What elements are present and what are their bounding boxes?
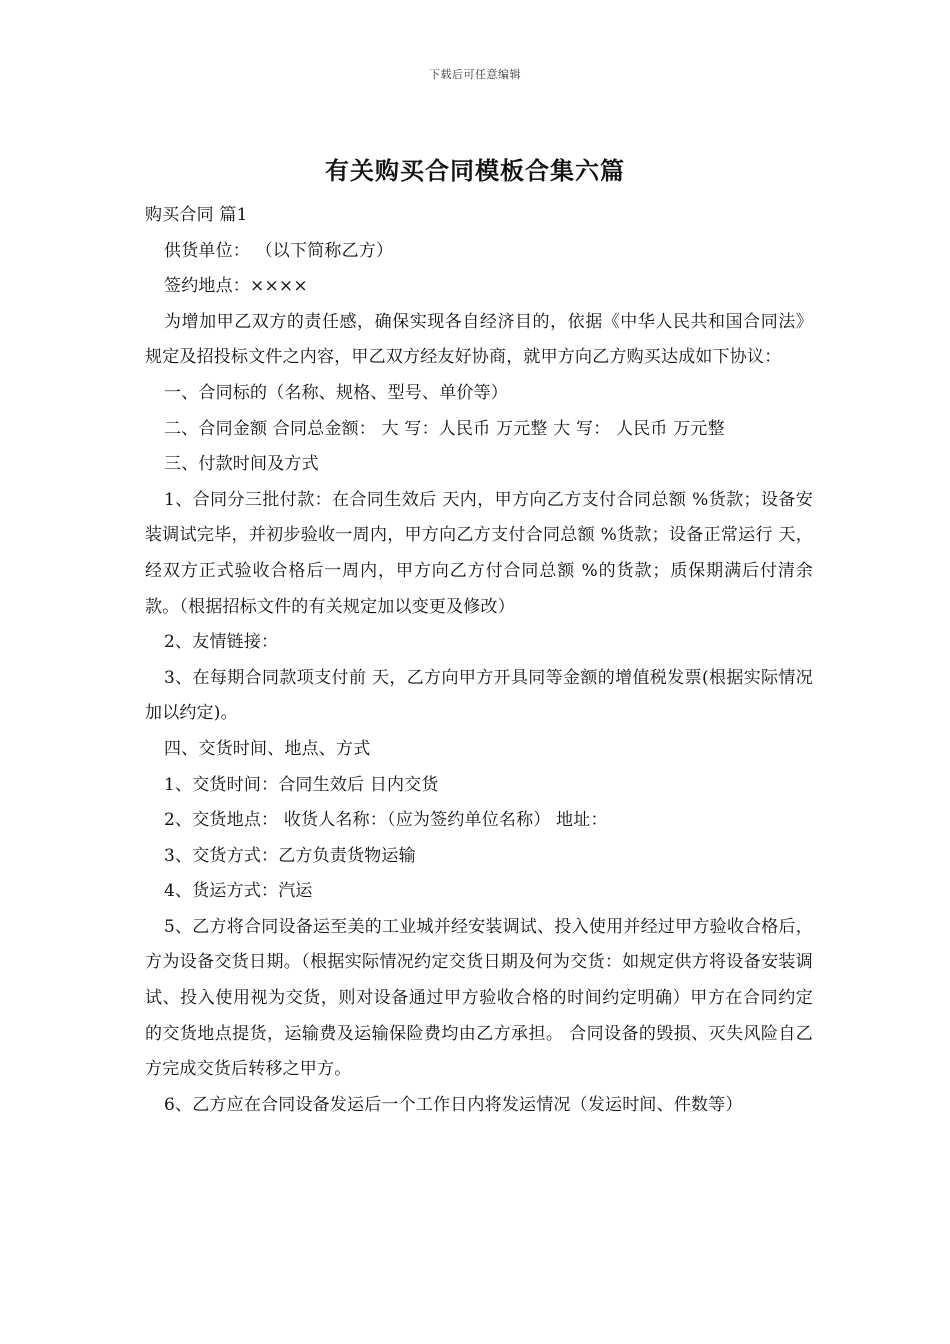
paragraph: 5、乙方将合同设备运至美的工业城并经安装调试、投入使用并经过甲方验收合格后，方为设备交货日期。（根据实际情况约定交货日期及何为交货：如规定供方将设备安装调试、投入使用视为交货，则对设备通过甲方验收合格的时间约定明确）甲方在合同约定的交货地点提货，运输费及运输保险费均由乙方承担。 合同设备的毁损、灭失风险自乙方完成交货后转移之甲方。 — [145, 916, 813, 1080]
document-body — [145, 198, 813, 1123]
paragraph: 2、交货地点： 收货人名称：（应为签约单位名称） 地址： — [164, 810, 608, 831]
paragraph: 购买合同 篇1 — [145, 205, 248, 225]
paragraph: 供货单位： （以下简称乙方） — [164, 240, 394, 261]
paragraph: 四、交货时间、地点、方式 — [164, 738, 371, 759]
paragraph: 1、交货时间：合同生效后 日内交货 — [164, 774, 439, 795]
paragraph: 1、合同分三批付款：在合同生效后 天内，甲方向乙方支付合同总额 %货款；设备安装调试完毕，并初步验收一周内，甲方向乙方支付合同总额 %货款；设备正常运行 天，经双方正式验收合格后一周内，甲方向乙方付合同总额 %的货款；质保期满后付清余款。（根据招标文件的有关规定加以变更及修改） — [145, 489, 813, 617]
paragraph: 3、在每期合同款项支付前 天，乙方向甲方开具同等金额的增值税发票(根据实际情况加以约定)。 — [145, 667, 813, 724]
paragraph: 三、付款时间及方式 — [164, 454, 319, 475]
paragraph: 2、友情链接： — [164, 632, 279, 653]
paragraph: 一、合同标的（名称、规格、型号、单价等） — [164, 382, 508, 403]
document-title: 有关购买合同模板合集六篇 — [325, 157, 625, 185]
header-note: 下载后可任意编辑 — [429, 68, 521, 81]
paragraph: 为增加甲乙双方的责任感，确保实现各自经济目的，依据《中华人民共和国合同法》规定及招投标文件之内容，甲乙双方经友好协商，就甲方向乙方购买达成如下协议： — [145, 311, 813, 368]
paragraph: 签约地点：×××× — [164, 276, 308, 297]
paragraph: 4、货运方式：汽运 — [164, 881, 313, 902]
paragraph: 二、合同金额 合同总金额： 大 写：人民币 万元整 大 写： 人民币 万元整 — [164, 418, 725, 439]
paragraph: 3、交货方式：乙方负责货物运输 — [164, 845, 416, 866]
paragraph: 6、乙方应在合同设备发运后一个工作日内将发运情况（发运时间、件数等） — [164, 1094, 743, 1115]
